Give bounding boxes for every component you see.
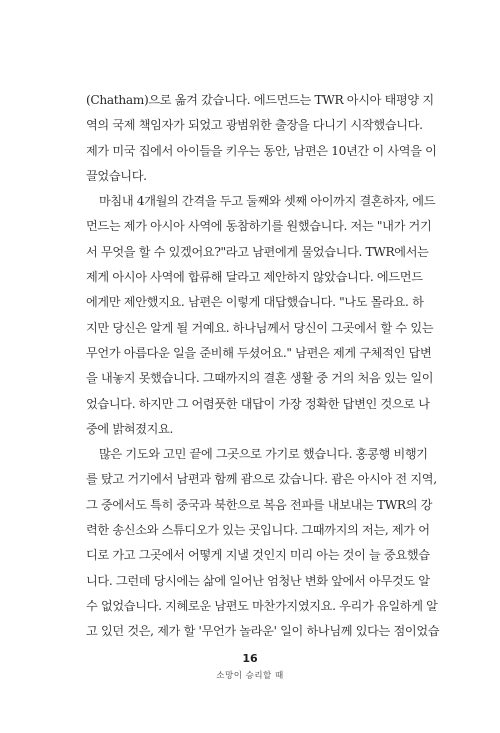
text-line: 끌었습니다. [86, 168, 147, 183]
text-line: 제가 미국 집에서 아이들을 키우는 동안, 남편은 10년간 이 사역을 이 [86, 143, 437, 158]
text-line: 력한 송신소와 스튜디오가 있는 곳입니다. 그때까지의 저는, 제가 어 [86, 523, 430, 538]
text-line: 니다. 그런데 당시에는 삶에 일어난 엄청난 변화 앞에서 아무것도 알 [86, 573, 430, 588]
text-line: 고 있던 것은, 제가 할 '무언가 놀라운' 일이 하나님께 있다는 점이었습 [86, 624, 440, 639]
text-line: 디로 가고 그곳에서 어떻게 지낼 것인지 미리 아는 것이 늘 중요했습 [86, 548, 430, 563]
text-line: 지만 당신은 알게 될 거예요. 하나님께서 당신이 그곳에서 할 수 있는 [86, 320, 434, 335]
running-title: 소망이 승리할 때 [216, 671, 284, 681]
text-line: 수 없었습니다. 지혜로운 남편도 마찬가지였지요. 우리가 유일하게 알 [86, 598, 438, 613]
text-line: 그 중에서도 특히 중국과 북한으로 복음 전파를 내보내는 TWR의 강 [86, 497, 433, 512]
text-line: 에게만 제안했지요. 남편은 이렇게 대답했습니다. "나도 몰라요. 하 [86, 295, 424, 310]
text-line: 많은 기도와 고민 끝에 그곳으로 가기로 했습니다. 홍콩행 비행기 [99, 447, 428, 462]
text-line: (Chatham)으로 옮겨 갔습니다. 에드먼드는 TWR 아시아 태평양 지 [86, 93, 434, 107]
body-text [86, 88, 440, 645]
page-number: 16 [242, 652, 258, 665]
text-line: 서 무엇을 할 수 있겠어요?"라고 남편에게 물었습니다. TWR에서는 [86, 244, 429, 259]
text-line: 무언가 아름다운 일을 준비해 두셨어요." 남편은 제게 구체적인 답변 [86, 345, 432, 360]
text-line: 제게 아시아 사역에 합류해 달라고 제안하지 않았습니다. 에드먼드 [86, 270, 423, 285]
text-line: 중에 밝혀졌지요. [86, 421, 174, 436]
text-line: 을 내놓지 못했습니다. 그때까지의 결혼 생활 중 거의 처음 있는 일이 [86, 371, 434, 386]
text-line: 었습니다. 하지만 그 어렴풋한 대답이 가장 정확한 답변인 것으로 나 [86, 396, 430, 411]
text-line: 역의 국제 책임자가 되었고 광범위한 출장을 다니기 시작했습니다. [86, 118, 423, 133]
text-line: 를 탔고 거기에서 남편과 함께 괌으로 갔습니다. 괌은 아시아 전 지역, [86, 472, 437, 487]
text-line: 먼드는 제가 아시아 사역에 동참하기를 원했습니다. 저는 "내가 거기 [86, 219, 432, 234]
text-line: 마침내 4개월의 간격을 두고 둘째와 셋째 아이까지 결혼하자, 에드 [99, 194, 436, 209]
